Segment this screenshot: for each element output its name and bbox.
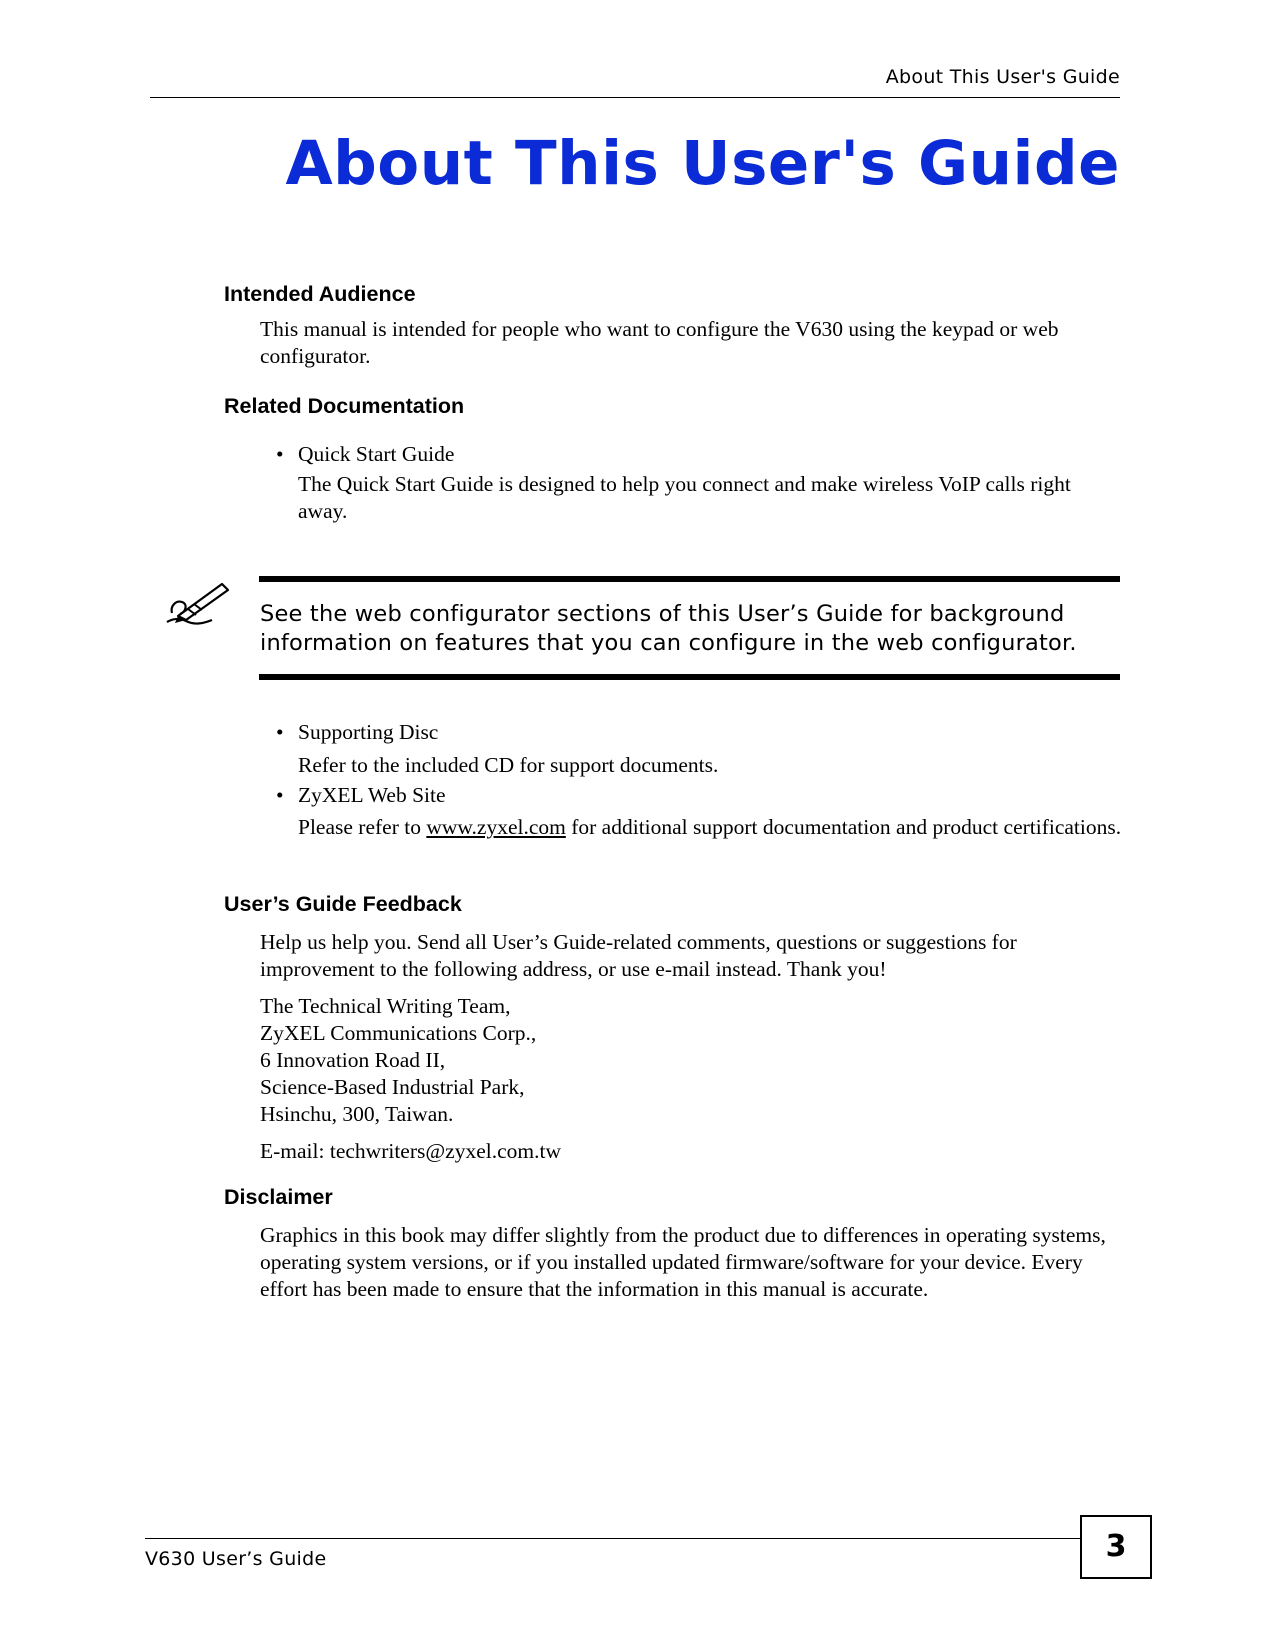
note-text: See the web configurator sections of this User’s Guide for background information on features that you can configure in the web configurator. [260, 601, 1077, 656]
heading-disclaimer: Disclaimer [224, 1185, 333, 1209]
bullet-marker: • [276, 442, 284, 466]
page-title: About This User's Guide [285, 128, 1120, 199]
address-line: Science-Based Industrial Park, [260, 1075, 525, 1099]
footer-rule [145, 1538, 1080, 1539]
heading-related-documentation: Related Documentation [224, 394, 465, 418]
bullet-marker: • [276, 783, 284, 807]
address-line: 6 Innovation Road II, [260, 1048, 446, 1072]
address-line: The Technical Writing Team, [260, 994, 511, 1018]
web-site-text-after: for additional support documentation and product certifications. [565, 815, 1122, 839]
bullet-text-supporting-disc: Refer to the included CD for support documents. [298, 753, 719, 777]
note-bottom-rule [259, 674, 1120, 680]
heading-feedback: User’s Guide Feedback [224, 892, 462, 916]
address-line: Hsinchu, 300, Taiwan. [260, 1102, 454, 1126]
intended-audience-text: This manual is intended for people who want to configure the V630 using the keypad or web configurator. [260, 317, 1059, 368]
running-header: About This User's Guide [885, 66, 1120, 88]
page-number: 3 [1080, 1515, 1152, 1579]
bullet-title-quick-start: Quick Start Guide [298, 442, 455, 466]
feedback-email: E-mail: techwriters@zyxel.com.tw [260, 1139, 561, 1163]
disclaimer-text: Graphics in this book may differ slightly from the product due to differences in operating systems, operating system versions, or if you installed updated firmware/software for your device. Every effort has been made to ensure that the information in this manual is accurate. [260, 1223, 1106, 1301]
header-rule [150, 97, 1120, 98]
feedback-intro-text: Help us help you. Send all User’s Guide-related comments, questions or suggestions for improvement to the following address, or use e-mail instead. Thank you! [260, 930, 1017, 981]
footer-guide-name: V630 User’s Guide [145, 1548, 327, 1570]
bullet-marker: • [276, 720, 284, 744]
heading-intended-audience: Intended Audience [224, 282, 416, 306]
web-site-text-before: Please refer to [298, 815, 427, 839]
bullet-text-zyxel-web-site [298, 814, 1123, 841]
note-top-rule [259, 576, 1120, 582]
bullet-text-quick-start: The Quick Start Guide is designed to help you connect and make wireless VoIP calls right away. [298, 472, 1071, 523]
bullet-title-supporting-disc: Supporting Disc [298, 720, 439, 744]
note-pen-icon [164, 578, 232, 628]
feedback-address [260, 993, 1120, 1128]
bullet-title-zyxel-web-site: ZyXEL Web Site [298, 783, 446, 807]
zyxel-website-link[interactable]: www.zyxel.com [426, 815, 566, 839]
address-line: ZyXEL Communications Corp., [260, 1021, 537, 1045]
